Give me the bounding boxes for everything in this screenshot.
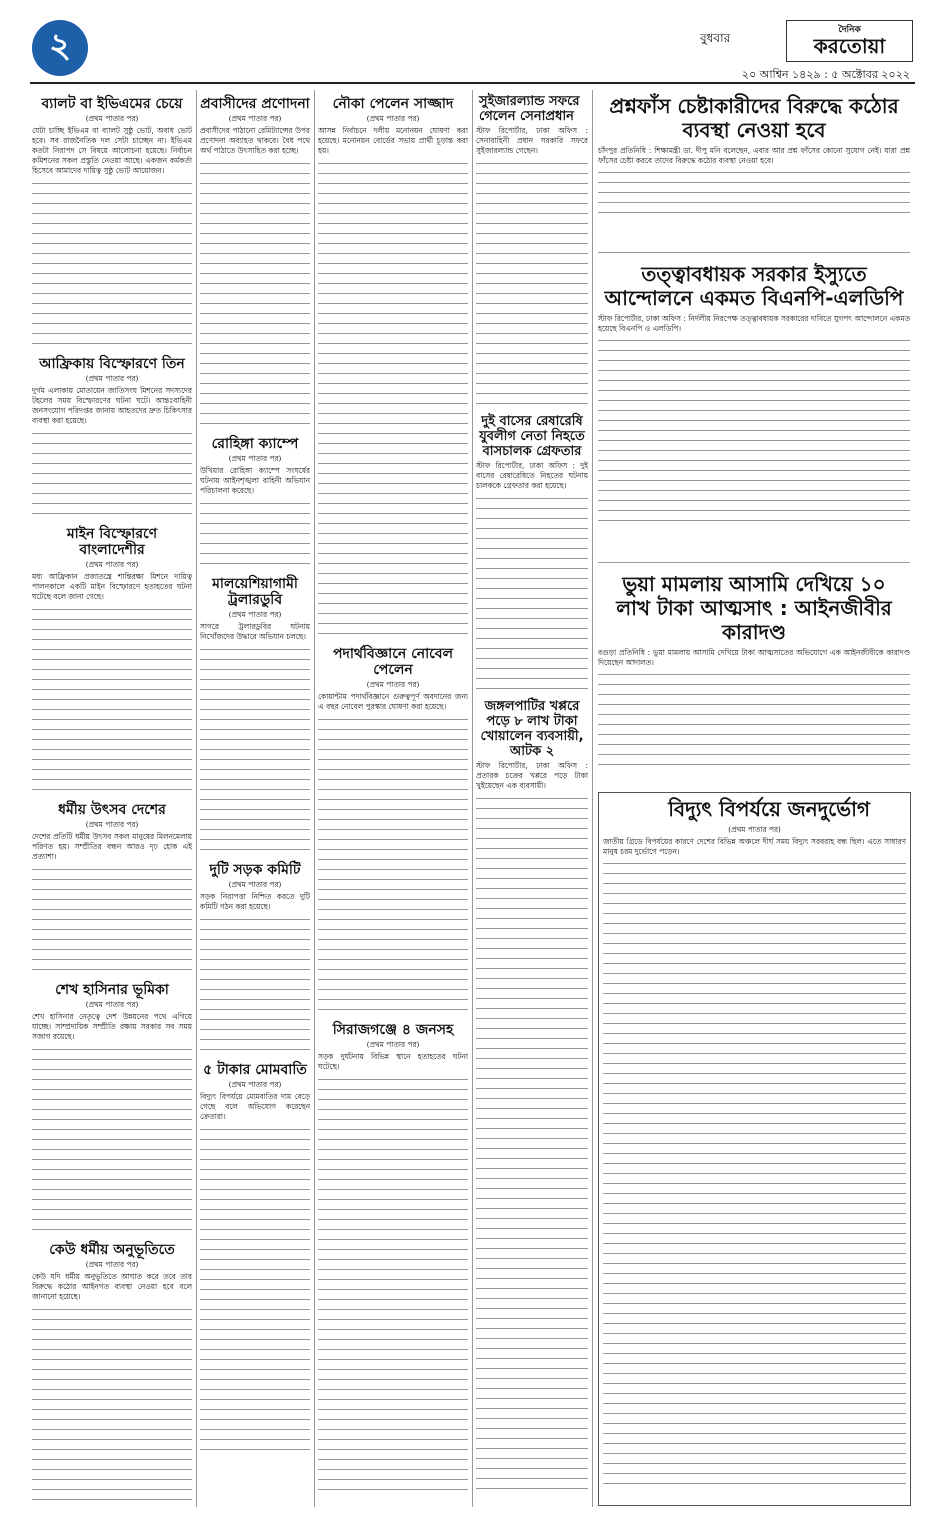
column-rule — [472, 90, 473, 1507]
lead-headline: প্রশ্নফাঁস চেষ্টাকারীদের বিরুদ্ধে কঠোর ব্যবস্থা নেওয়া হবে — [609, 94, 899, 142]
headline: মাইন বিস্ফোরণে বাংলাদেশীর — [66, 526, 158, 558]
headline: ব্যালট বা ইভিএমের চেয়ে — [41, 96, 183, 112]
article-text: উখিয়ার রোহিঙ্গা ক্যাম্পে সংঘর্ষের ঘটনায় আইনশৃঙ্খলা বাহিনী অভিযান পরিচালনা করেছে। — [200, 466, 310, 495]
page-number-badge — [32, 20, 88, 76]
article-text: প্রবাসীদের পাঠানো রেমিট্যান্সের উপর প্রণোদনা অব্যাহত থাকবে। বৈধ পথে অর্থ পাঠাতে উৎসাহিত করা হচ্ছে। — [200, 126, 310, 155]
article-body — [200, 160, 310, 430]
column-rule — [314, 90, 315, 1507]
continuation-note: (প্রথম পাতার পর) — [366, 680, 420, 689]
headline: দুটি সড়ক কমিটি — [209, 862, 301, 878]
article-body — [603, 860, 906, 1490]
column-rule — [592, 90, 593, 1507]
article-body — [200, 646, 310, 856]
article-body — [598, 671, 910, 771]
article-text: সড়ক নিরাপত্তা নিশ্চিত করতে দুটি কমিটি গঠন করা হয়েছে। — [200, 892, 310, 911]
headline: মালয়েশিয়াগামী ট্রলারডুবি — [212, 576, 298, 608]
article-text: দুর্গম এলাকায় মোতায়েন জাতিসংঘ মিশনের সদস্যদের টহলের সময় বিস্ফোরণের ঘটনা ঘটে। আন্তঃবাহিনী জনসংযোগ পরিদপ্তর জানায় আহতদের দ্রুত চিকিৎসার ব্যবস্থা করা হয়েছে। — [32, 386, 192, 425]
article-body — [318, 160, 468, 640]
column-rule — [196, 90, 197, 1507]
headline: দুই বাসের রেষারেষি যুবলীগ নেতা নিহতে বাসচালক গ্রেফতার — [479, 414, 585, 459]
section-rule — [598, 252, 910, 253]
fourth-headline: বিদ্যুৎ বিপর্যয়ে জনদুর্ভোগ — [668, 797, 870, 821]
logo-big-text: করতোয়া — [813, 33, 886, 58]
masthead-rule — [30, 82, 915, 84]
headline: সুইজারল্যান্ড সফরে গেলেন সেনাপ্রধান — [479, 94, 580, 124]
article-body — [476, 495, 588, 695]
continuation-note: (প্রথম পাতার পর) — [228, 610, 282, 619]
headline: প্রবাসীদের প্রণোদনা — [200, 96, 310, 112]
article-text: বিদ্যুৎ বিপর্যয়ে মোমবাতির দাম বেড়ে গেছে বলে অভিযোগ করেছেন ক্রেতারা। — [200, 1092, 310, 1121]
headline: কেউ ধর্মীয় অনুভূতিতে — [49, 1242, 175, 1258]
dateline: ২০ আশ্বিন ১৪২৯ : ৫ অক্টোবর ২০২২ — [741, 68, 910, 81]
article-body — [476, 160, 588, 410]
fourth-text: জাতীয় গ্রিডে বিপর্যয়ের কারণে দেশের বিভিন্ন অঞ্চলে দীর্ঘ সময় বিদ্যুৎ সরবরাহ বন্ধ ছিল। এতে সাধারণ মানুষ চরম দুর্ভোগে পড়েন। — [603, 837, 906, 856]
article-text: মধ্য আফ্রিকান প্রজাতন্ত্রে শান্তিরক্ষা মিশনে দায়িত্ব পালনকালে একটি মাইন বিস্ফোরণে হতাহতের ঘটনা ঘটেছে বলে জানা গেছে। — [32, 572, 192, 601]
continuation-note: (প্রথম পাতার পর) — [228, 454, 282, 463]
third-headline: ভুয়া মামলায় আসামি দেখিয়ে ১০ লাখ টাকা আত্মসাৎ : আইনজীবীর কারাদণ্ড — [616, 572, 892, 644]
article-text: শেখ হাসিনার নেতৃত্বে দেশ উন্নয়নের পথে এগিয়ে যাচ্ছে। সাম্প্রদায়িক সম্প্রীতি রক্ষায় সরকার সব সময় সজাগ রয়েছে। — [32, 1012, 192, 1041]
continuation-note: (প্রথম পাতার পর) — [228, 114, 282, 123]
article-text: স্টাফ রিপোর্টার, ঢাকা অফিস : দুই বাসের রেষারেষিতে নিহতের ঘটনায় চালককে গ্রেফতার করা হয়েছে। — [476, 461, 588, 490]
column-1 — [32, 90, 192, 1507]
lead-text: চাঁদপুর প্রতিনিধি : শিক্ষামন্ত্রী ডা. দীপু মনি বলেছেন, এবার আর প্রশ্ন ফাঁসের কোনো সুযোগ নেই। যারা প্রশ্ন ফাঁসের চেষ্টা করবে তাদের বিরুদ্ধে কঠোর ব্যবস্থা নেওয়া হবে। — [598, 146, 910, 165]
article-text: আসন্ন নির্বাচনে দলীয় মনোনয়ন ঘোষণা করা হয়েছে। মনোনয়ন বোর্ডের সভায় প্রার্থী চূড়ান্ত করা হয়। — [318, 126, 468, 155]
continuation-note: (প্রথম পাতার পর) — [85, 114, 139, 123]
section-rule — [598, 562, 910, 563]
continuation-note: (প্রথম পাতার পর) — [728, 825, 781, 834]
article-text: স্টাফ রিপোর্টার, ঢাকা অফিস : সেনাবাহিনী প্রধান সরকারি সফরে সুইজারল্যান্ড গেছেন। — [476, 126, 588, 155]
article-body — [32, 180, 192, 350]
article-body — [32, 866, 192, 976]
article-body — [318, 1076, 468, 1496]
continuation-note: (প্রথম পাতার পর) — [85, 1260, 139, 1269]
headline: শেখ হাসিনার ভূমিকা — [55, 982, 169, 998]
continuation-note: (প্রথম পাতার পর) — [85, 374, 139, 383]
continuation-note: (প্রথম পাতার পর) — [85, 820, 139, 829]
article-text: স্টাফ রিপোর্টার, ঢাকা অফিস : প্রতারক চক্রের খপ্পরে পড়ে টাকা খুইয়েছেন এক ব্যবসায়ী। — [476, 761, 588, 790]
column-2 — [200, 90, 310, 1507]
continuation-note: (প্রথম পাতার পর) — [228, 880, 282, 889]
headline: ধর্মীয় উৎসব দেশের — [58, 802, 166, 818]
headline: নৌকা পেলেন সাজ্জাদ — [332, 96, 454, 112]
continuation-note: (প্রথম পাতার পর) — [228, 1080, 282, 1089]
newspaper-logo — [786, 20, 913, 62]
article-text: সাগরে ট্রলারডুবির ঘটনায় নিখোঁজদের উদ্ধারে অভিযান চলছে। — [200, 622, 310, 641]
article-body — [318, 716, 468, 1016]
second-text: স্টাফ রিপোর্টার, ঢাকা অফিস : নির্দলীয় নিরপেক্ষ তত্ত্বাবধায়ক সরকারের দাবিতে যুগপৎ আন্দোলনে একমত হয়েছে বিএনপি ও এলডিপি। — [598, 314, 910, 333]
headline: ৫ টাকার মোমবাতি — [203, 1062, 307, 1078]
article-body — [598, 337, 910, 527]
headline: পদার্থবিজ্ঞানে নোবেল পেলেন — [332, 646, 454, 678]
article-body — [32, 430, 192, 520]
logo-small-text: দৈনিক — [838, 24, 861, 35]
article-body — [200, 916, 310, 1056]
article-body — [32, 1306, 192, 1506]
third-story — [598, 568, 910, 786]
headline: আফ্রিকায় বিস্ফোরণে তিন — [39, 356, 185, 372]
headline: রোহিঙ্গা ক্যাম্পে — [211, 436, 299, 452]
article-text: কোয়ান্টাম পদার্থবিজ্ঞানে গুরুত্বপূর্ণ অবদানের জন্য এ বছর নোবেল পুরস্কার ঘোষণা করা হয়েছে। — [318, 692, 468, 711]
headline: জঙ্গলপাটির খপ্পরে পড়ে ৮ লাখ টাকা খোয়ালেন ব্যবসায়ী, আটক ২ — [480, 699, 584, 759]
continuation-note: (প্রথম পাতার পর) — [85, 560, 139, 569]
article-text: দেশের প্রতিটি ধর্মীয় উৎসব সকল মানুষের মিলনমেলায় পরিণত হয়। সম্প্রীতির বন্ধন আরও দৃঢ় হোক এই প্রত্যাশা। — [32, 832, 192, 861]
article-body — [476, 795, 588, 1495]
article-body — [598, 169, 910, 219]
headline: সিরাজগঞ্জে ৪ জনসহ — [332, 1022, 454, 1038]
article-text: যেটা চাচ্ছি ইভিএম বা ব্যালট সুষ্ঠু ভোট, অবাধ ভোট হবে। সব রাজনৈতিক দল সেটা চাচ্ছেন না। ইভিএম কতটা নিরাপদ সে বিষয়ে আলোচনা হয়েছে। নির্বাচন কমিশনের সকল প্রস্তুতি নেওয়া আছে। একজন কর্মকর্তা হিসেবে আমাদের দায়িত্ব সুষ্ঠু ভোট আয়োজন। — [32, 126, 192, 175]
column-3 — [318, 90, 468, 1507]
article-body — [32, 606, 192, 796]
continuation-note: (প্রথম পাতার পর) — [366, 114, 420, 123]
day-name: বুধবার — [700, 31, 731, 45]
article-text: সড়ক দুর্ঘটনায় বিভিন্ন স্থানে হতাহতের ঘটনা ঘটেছে। — [318, 1052, 468, 1071]
continuation-note: (প্রথম পাতার পর) — [85, 1000, 139, 1009]
article-text: কেউ যদি ধর্মীয় অনুভূতিতে আঘাত করে তবে তার বিরুদ্ধে কঠোর আইনগত ব্যবস্থা নেওয়া হবে বলে জানানো হয়েছে। — [32, 1272, 192, 1301]
column-4 — [476, 90, 588, 1507]
second-story — [598, 258, 910, 560]
article-body — [200, 1126, 310, 1456]
third-text: বগুড়া প্রতিনিধি : ভুয়া মামলায় আসামি দেখিয়ে টাকা আত্মসাতের অভিযোগে এক আইনজীবীকে কারাদণ্ড দিয়েছেন আদালত। — [598, 648, 910, 667]
page-number: ২ — [48, 25, 72, 66]
continuation-note: (প্রথম পাতার পর) — [366, 1040, 420, 1049]
second-headline: তত্ত্বাবধায়ক সরকার ইস্যুতে আন্দোলনে একমত বিএনপি-এলডিপি — [604, 262, 904, 310]
lead-story — [598, 90, 910, 250]
article-body — [32, 1046, 192, 1236]
article-body — [200, 500, 310, 570]
fourth-story-box — [598, 792, 911, 1506]
